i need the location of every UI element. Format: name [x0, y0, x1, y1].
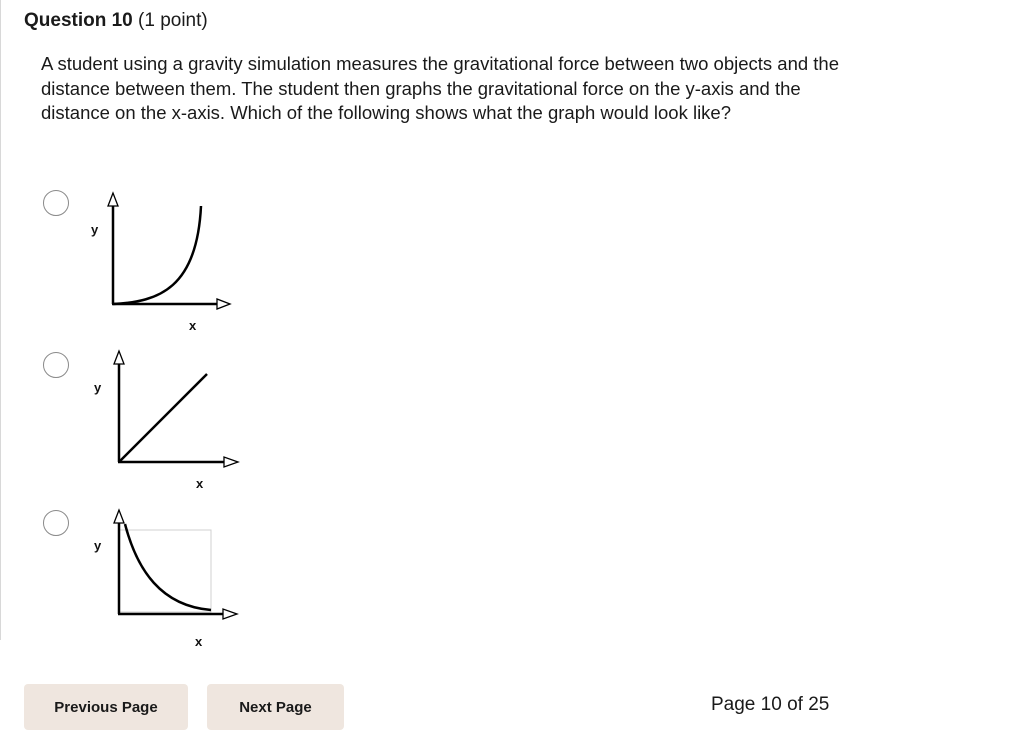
option-2-x-label: x: [196, 476, 204, 491]
option-3-radio[interactable]: [43, 510, 69, 536]
option-2-radio[interactable]: [43, 352, 69, 378]
option-3-x-arrow-icon: [223, 609, 237, 619]
option-3-graph: [79, 508, 279, 658]
question-title: Question 10: [24, 10, 133, 31]
option-2-line: [119, 374, 207, 462]
answer-option-1[interactable]: [41, 188, 271, 338]
option-1-y-label: y: [91, 222, 99, 237]
option-3-y-arrow-icon: [114, 510, 124, 523]
option-3-curve: [125, 524, 211, 610]
option-2-y-arrow-icon: [114, 351, 124, 364]
question-points: (1 point): [138, 10, 208, 31]
left-divider: [0, 0, 1, 640]
option-1-y-arrow-icon: [108, 193, 118, 206]
option-3-x-label: x: [195, 634, 203, 649]
previous-page-button[interactable]: Previous Page: [24, 684, 188, 730]
option-1-x-arrow-icon: [217, 299, 230, 309]
option-3-frame: [119, 530, 211, 612]
option-1-radio[interactable]: [43, 190, 69, 216]
answer-option-2[interactable]: [41, 348, 271, 498]
option-3-y-label: y: [94, 538, 102, 553]
option-2-x-arrow-icon: [224, 457, 238, 467]
question-header: [24, 10, 208, 32]
option-1-curve: [113, 206, 201, 304]
option-2-graph: [79, 348, 279, 498]
option-1-graph: [79, 188, 279, 338]
next-page-button[interactable]: Next Page: [207, 684, 344, 730]
option-2-y-label: y: [94, 380, 102, 395]
option-1-x-label: x: [189, 318, 197, 333]
question-text: A student using a gravity simulation measures the gravitational force between two objects and the distance between them. The student then graphs the gravitational force on the y-axis and the distance on the x-axis. Which of the following shows what the graph would look like?: [41, 53, 840, 123]
page-indicator: Page 10 of 25: [711, 694, 830, 715]
answer-option-3[interactable]: [41, 508, 271, 658]
